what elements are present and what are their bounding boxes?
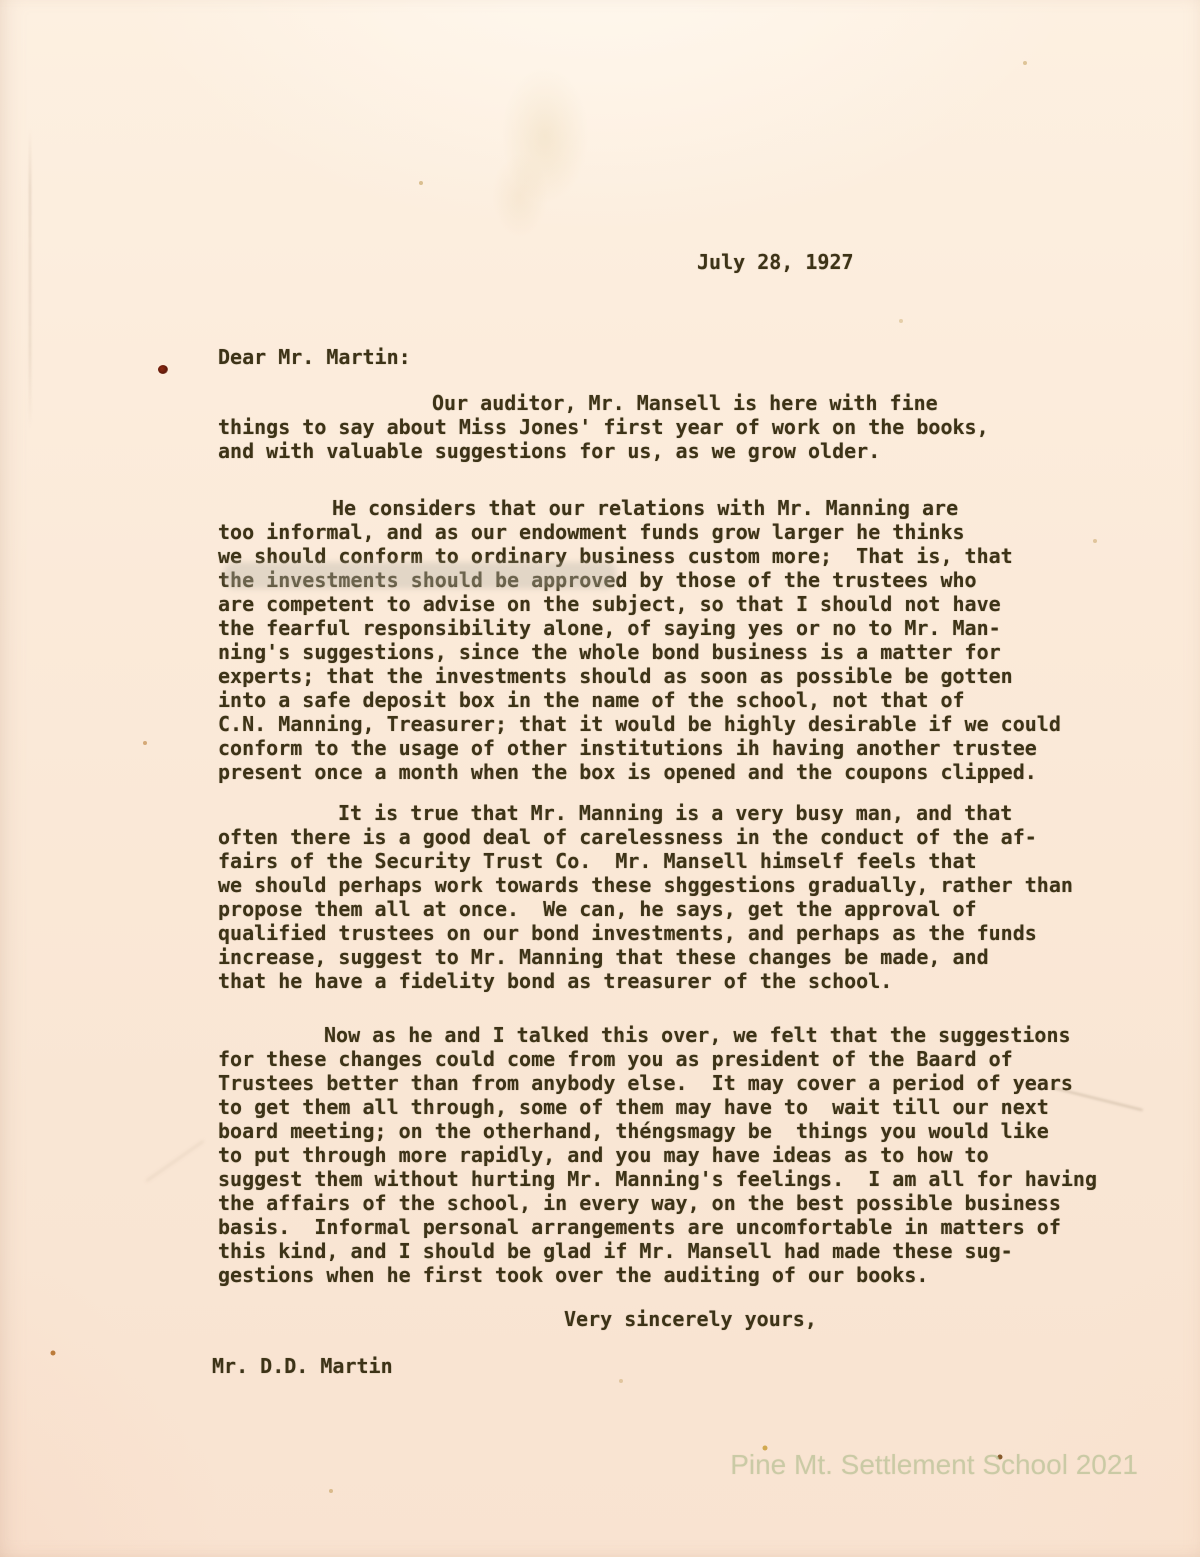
paper-crease	[146, 1140, 204, 1182]
erasure-smudge	[224, 562, 616, 589]
letter-line: too informal, and as our endowment funds grow larger he thinks	[218, 520, 965, 544]
letter-line: fairs of the Security Trust Co. Mr. Mansell himself feels that	[218, 849, 977, 873]
letter-paragraph	[218, 496, 1168, 784]
letter-line: and with valuable suggestions for us, as we grow older.	[218, 439, 881, 463]
letter-line: suggest them without hurting Mr. Manning's feelings. I am all for having	[218, 1167, 1097, 1191]
archive-watermark: Pine Mt. Settlement School 2021	[730, 1449, 1138, 1480]
letter-line: propose them all at once. We can, he says, get the approval of	[218, 897, 977, 921]
letter-line: this kind, and I should be glad if Mr. Mansell had made these sug-	[218, 1239, 1013, 1263]
letter-line: to put through more rapidly, and you may have ideas as to how to	[218, 1143, 989, 1167]
letter-line: we should conform to ordinary business custom more; That is, that	[218, 544, 1013, 568]
letter-line: basis. Informal personal arrangements are uncomfortable in matters of	[218, 1215, 1061, 1239]
letter-line: Trustees better than from anybody else. It may cover a period of years	[218, 1071, 1073, 1095]
letter-line: experts; that the investments should as soon as possible be gotten	[218, 664, 1013, 688]
letter-line: are competent to advise on the subject, so that I should not have	[218, 592, 1001, 616]
letter-line: gestions when he first took over the auditing of our books.	[218, 1263, 929, 1287]
letter-line: present once a month when the box is opened and the coupons clipped.	[218, 760, 1037, 784]
letter-line: into a safe deposit box in the name of the school, not that of	[218, 688, 965, 712]
letter-closing: Very sincerely yours,	[564, 1307, 817, 1331]
paper-specks	[0, 0, 2, 2]
letter-line: It is true that Mr. Manning is a very busy man, and that	[338, 801, 1013, 825]
letter-line: to get them all through, some of them may have to wait till our next	[218, 1095, 1049, 1119]
letter-line: the investments should be approved by those of the trustees who	[218, 568, 977, 592]
letter-line: the affairs of the school, in every way, on the best possible business	[218, 1191, 1061, 1215]
letter-line: Our auditor, Mr. Mansell is here with fine	[432, 391, 938, 415]
letter-date: July 28, 1927	[697, 250, 854, 274]
letter-line: we should perhaps work towards these shggestions gradually, rather than	[218, 873, 1073, 897]
red-ink-dot	[158, 365, 168, 374]
letter-line: the fearful responsibility alone, of saying yes or no to Mr. Man-	[218, 616, 1001, 640]
letter-line: that he have a fidelity bond as treasurer of the school.	[218, 969, 893, 993]
letter-paragraph	[218, 1023, 1168, 1287]
letter-paragraph	[218, 391, 1168, 463]
letter-line: often there is a good deal of carelessness in the conduct of the af-	[218, 825, 1037, 849]
letter-line: Now as he and I talked this over, we felt that the suggestions	[324, 1023, 1071, 1047]
letter-line: C.N. Manning, Treasurer; that it would be highly desirable if we could	[218, 712, 1061, 736]
letter-line: conform to the usage of other institutions ih having another trustee	[218, 736, 1037, 760]
letter-paragraph	[218, 801, 1168, 993]
paper-crease	[29, 128, 31, 428]
letter-signature: Mr. D.D. Martin	[212, 1354, 393, 1378]
letter-line: for these changes could come from you as president of the Baard of	[218, 1047, 1013, 1071]
letter-line: He considers that our relations with Mr. Manning are	[332, 496, 959, 520]
letter-line: increase, suggest to Mr. Manning that these changes be made, and	[218, 945, 989, 969]
letter-line: board meeting; on the otherhand, théngsmagy be things you would like	[218, 1119, 1049, 1143]
letter-line: ning's suggestions, since the whole bond business is a matter for	[218, 640, 1001, 664]
letter-line: qualified trustees on our bond investments, and perhaps as the funds	[218, 921, 1037, 945]
letter-line: things to say about Miss Jones' first year of work on the books,	[218, 415, 989, 439]
letter-salutation: Dear Mr. Martin:	[218, 345, 411, 369]
